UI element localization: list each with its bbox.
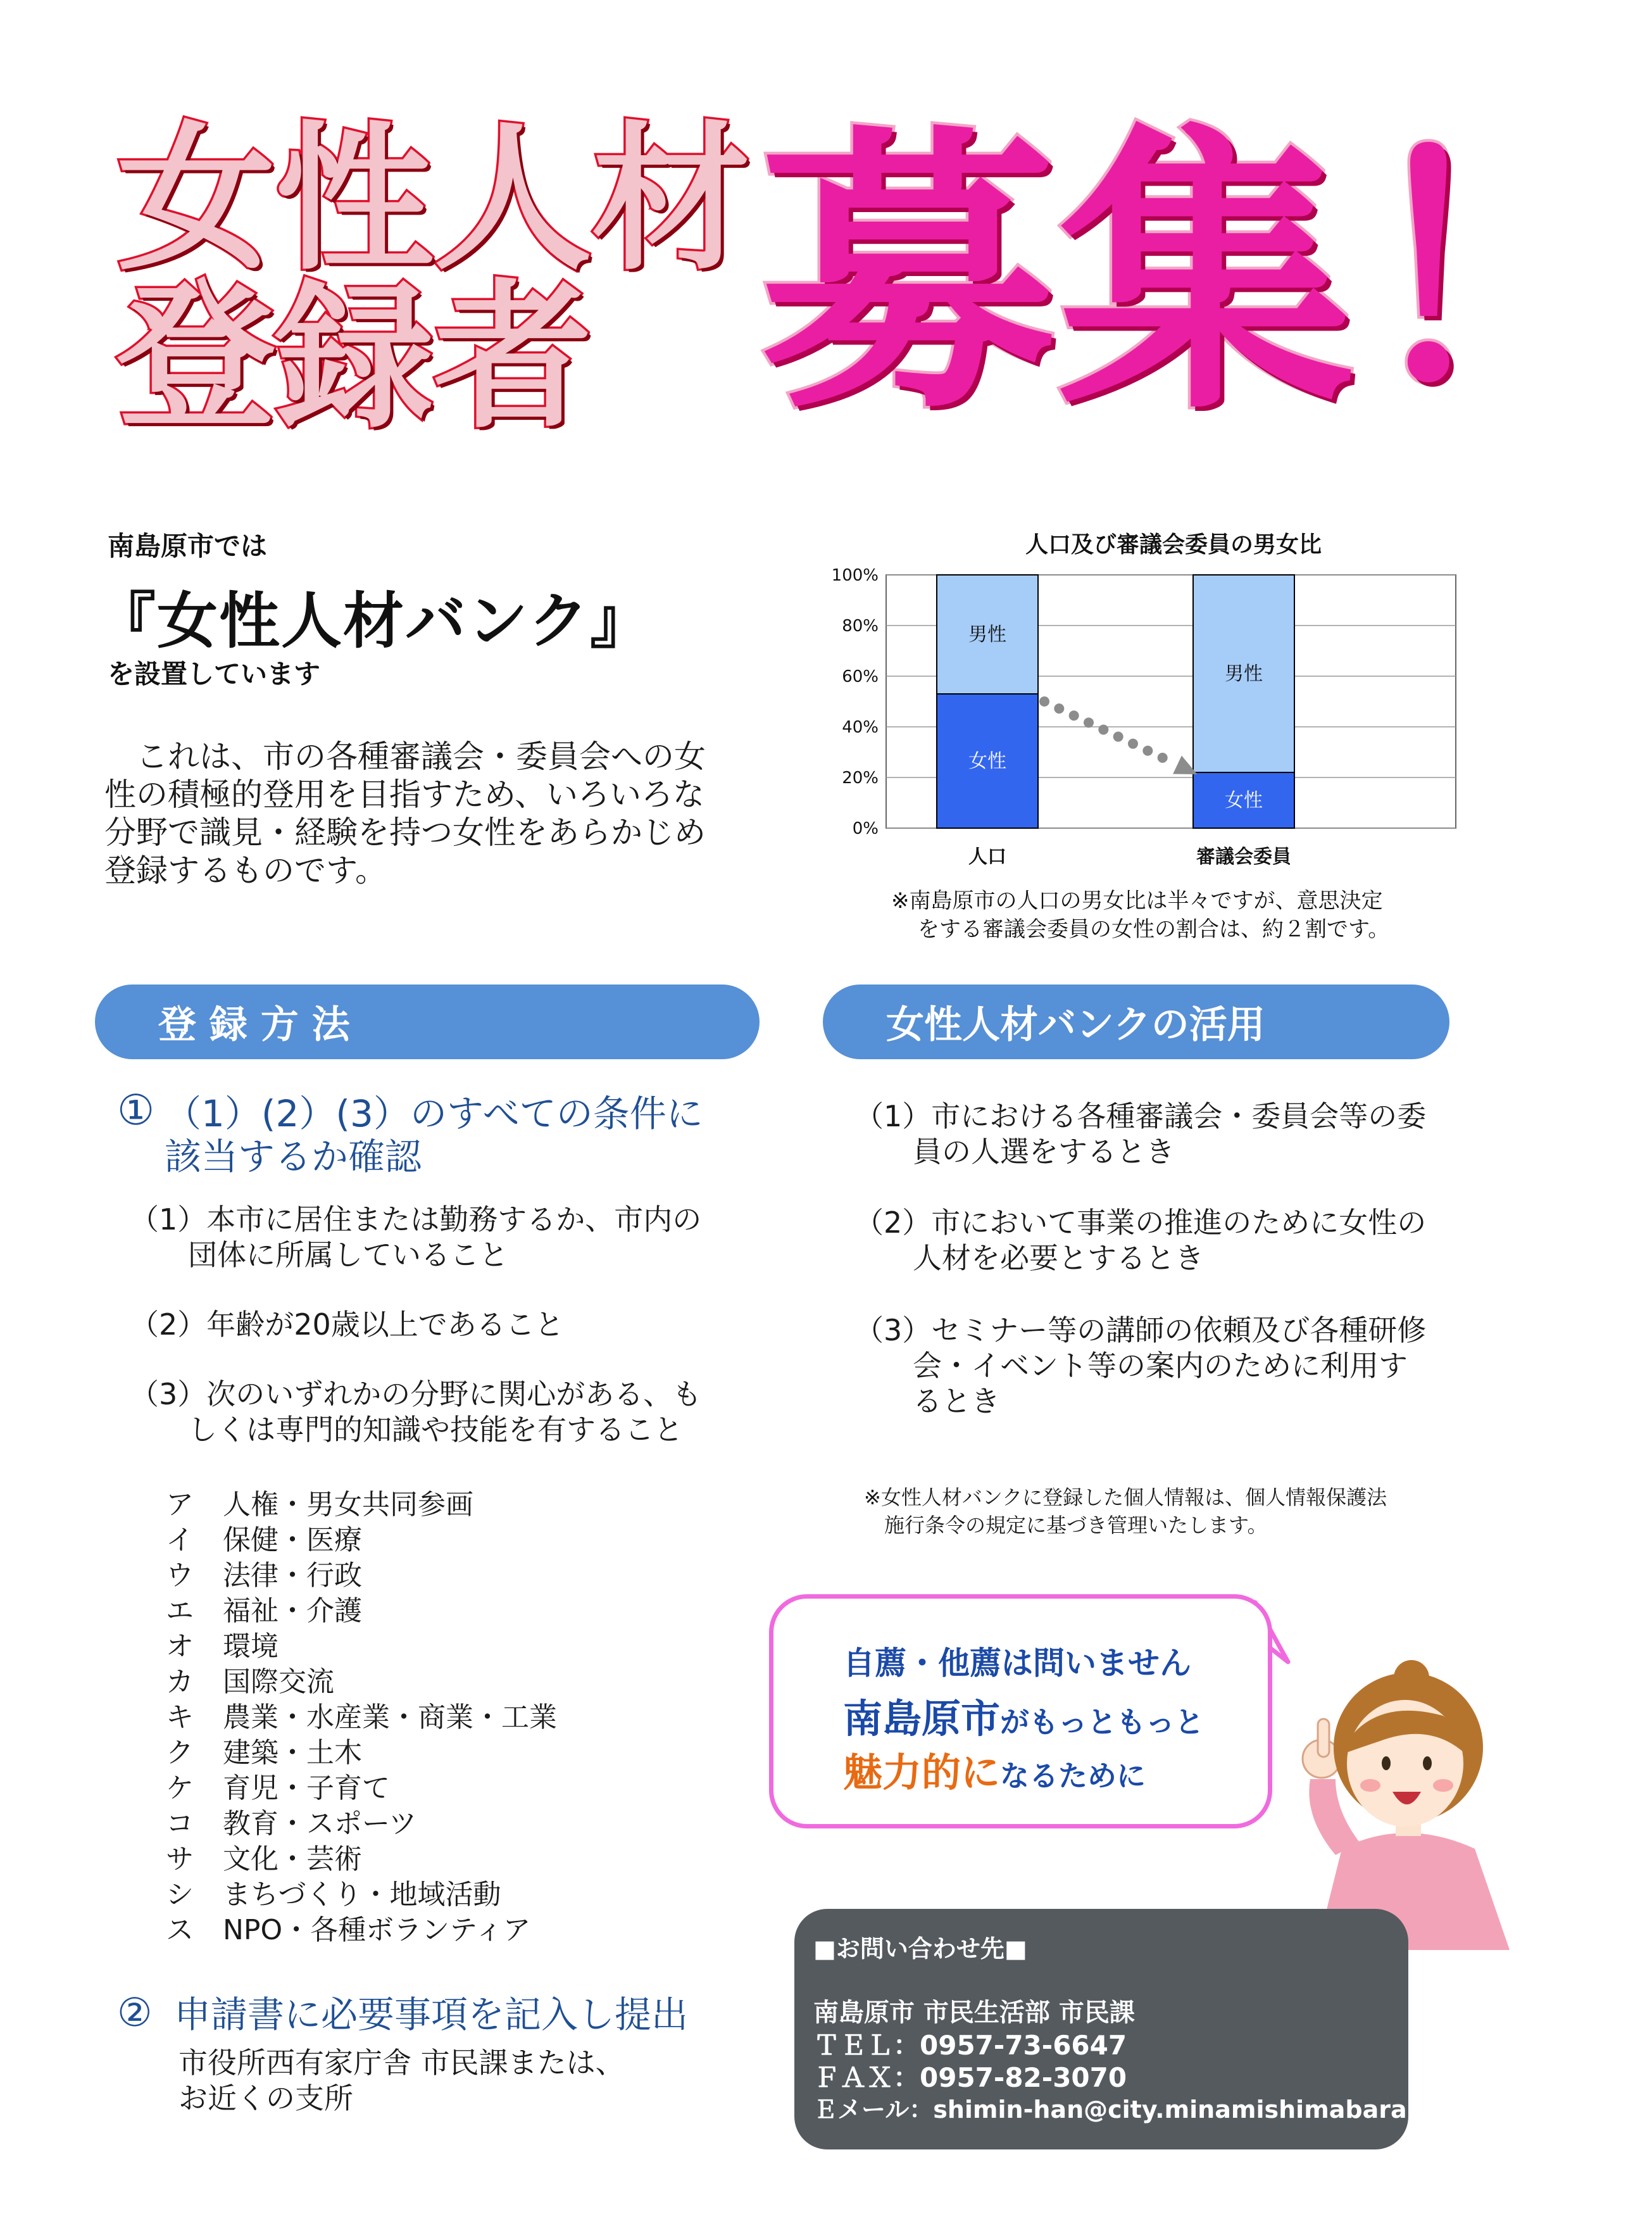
field-letter: ウ — [166, 1559, 194, 1592]
contact-email[interactable]: Ｅメール：shimin-han@city.minamishimabara.lg.jp — [813, 2096, 1476, 2123]
field-letter: エ — [166, 1595, 194, 1627]
condition-1: （1）本市に居住または勤務するか、市内の 団体に所属していること — [130, 1202, 702, 1272]
arrow-dot — [1158, 753, 1168, 763]
field-item: 保健・医療 — [223, 1524, 362, 1556]
field-item: 育児・子育て — [223, 1772, 390, 1804]
intro-description: これは、市の各種審議会・委員会への女性の積極的登用を目指すため、いろいろな分野で識見・経験を持つ女性をあらかじめ登録するものです。 — [104, 738, 706, 889]
arrow-dot — [1054, 703, 1064, 714]
chart-title: 人口及び審議会委員の男女比 — [1025, 532, 1322, 558]
field-letter: ア — [166, 1488, 194, 1521]
x-category-label: 審議会委員 — [1196, 846, 1291, 868]
field-item: 人権・男女共同参画 — [223, 1488, 473, 1521]
field-item: 国際交流 — [223, 1666, 334, 1698]
condition-3: （3）次のいずれかの分野に関心がある、も しくは専門的知識や技能を有すること — [130, 1377, 702, 1447]
y-tick-label: 100% — [831, 566, 879, 585]
x-category-label: 人口 — [968, 846, 1006, 868]
step1-title: （1）(2）(3）のすべての条件に 該当するか確認 — [165, 1092, 703, 1178]
contact-box — [794, 1909, 1476, 2149]
usage-header-label: 女性人材バンクの活用 — [886, 1003, 1265, 1047]
step2-title: 申請書に必要事項を記入し提出 — [174, 1993, 689, 2036]
y-tick-label: 20% — [842, 769, 879, 788]
field-item: NPO・各種ボランティア — [223, 1914, 531, 1946]
y-tick-label: 80% — [842, 617, 879, 636]
field-item: 建築・土木 — [223, 1737, 362, 1769]
field-letter: イ — [166, 1524, 194, 1556]
privacy-note: ※女性人材バンクに登録した個人情報は、個人情報保護法 施行条令の規定に基づき管理いたします。 — [864, 1485, 1387, 1537]
speech-bubble — [769, 1594, 1272, 1828]
field-letter: ス — [166, 1914, 194, 1946]
bubble-attractive: 魅力的に — [843, 1749, 1001, 1796]
field-letter: オ — [166, 1630, 194, 1663]
contact-fax: ＦＡＸ：0957-82-3070 — [813, 2062, 1127, 2093]
segment-label: 女性 — [968, 750, 1006, 772]
contact-tel[interactable]: ＴＥＬ：0957-73-6647 — [813, 2030, 1127, 2061]
step2-number: ② — [117, 1989, 153, 2035]
segment-label: 男性 — [1225, 663, 1263, 685]
field-letter: キ — [166, 1701, 194, 1733]
chart-note-line2: をする審議会委員の女性の割合は、約２割です。 — [918, 917, 1390, 942]
step1-number: ① — [117, 1086, 155, 1135]
usage-header — [823, 985, 1449, 1059]
registration-header-label: 登 録 方 法 — [158, 1003, 350, 1047]
intro-bank-name: 『女性人材バンク』 — [95, 586, 653, 657]
condition-2: （2）年齢が20歳以上であること — [130, 1307, 564, 1342]
registration-header — [95, 985, 760, 1059]
y-tick-label: 0% — [852, 819, 879, 838]
field-item: 法律・行政 — [223, 1559, 362, 1592]
chart-note-line1: ※南島原市の人口の男女比は半々ですが、意思決定 — [891, 888, 1383, 914]
bubble-line1: 自薦・他薦は問いません — [843, 1645, 1191, 1682]
y-tick-label: 60% — [842, 667, 879, 686]
field-letter: ケ — [166, 1772, 194, 1804]
field-item: まちづくり・地域活動 — [223, 1878, 501, 1911]
woman-illustration — [1285, 1659, 1525, 1950]
arrow-dot — [1084, 717, 1094, 727]
headline-line1: 女性人材 — [117, 107, 750, 291]
bubble-to-become: なるために — [1000, 1759, 1146, 1793]
field-letter: シ — [166, 1878, 194, 1911]
field-item: 農業・水産業・商業・工業 — [223, 1701, 557, 1733]
intro-city-prefix: 南島原市では — [108, 531, 268, 562]
arrow-dot — [1128, 739, 1138, 749]
field-item: 教育・スポーツ — [223, 1808, 417, 1840]
bubble-city: 南島原市 — [843, 1696, 1001, 1742]
segment-label: 女性 — [1225, 790, 1263, 812]
bubble-line2 — [843, 1687, 1204, 1744]
arrow-dot — [1069, 710, 1079, 720]
headline-recruit: 募集！ — [760, 102, 1652, 448]
usage-item-1: （1）市における各種審議会・委員会等の委 員の人選をするとき — [854, 1099, 1427, 1169]
y-tick-label: 40% — [842, 718, 879, 737]
field-item: 文化・芸術 — [223, 1843, 362, 1875]
field-item: 環境 — [223, 1630, 278, 1663]
bubble-more: がもっともっと — [1000, 1705, 1205, 1739]
usage-item-2: （2）市において事業の推進のために女性の 人材を必要とするとき — [854, 1205, 1427, 1275]
field-item: 福祉・介護 — [223, 1595, 362, 1627]
field-letter: カ — [166, 1666, 194, 1698]
arrow-dot — [1113, 732, 1123, 742]
arrow-dot — [1098, 724, 1108, 734]
intro-suffix: を設置しています — [108, 658, 321, 689]
contact-heading: ■お問い合わせ先■ — [813, 1935, 1027, 1963]
step2-detail: 市役所西有家庁舎 市民課または、 お近くの支所 — [178, 2046, 625, 2115]
segment-label: 男性 — [968, 624, 1006, 646]
contact-department: 南島原市 市民生活部 市民課 — [813, 1998, 1135, 2027]
field-letter: コ — [166, 1808, 194, 1840]
headline-line2: 登録者 — [117, 265, 592, 450]
bubble-line3 — [843, 1741, 1146, 1797]
field-letter: サ — [166, 1843, 194, 1875]
arrow-dot — [1142, 746, 1153, 756]
field-letter: ク — [166, 1737, 194, 1769]
usage-item-3: （3）セミナー等の講師の依頼及び各種研修 会・イベント等の案内のために利用す るとき — [854, 1313, 1427, 1418]
gender-ratio-chart — [831, 557, 1462, 912]
arrow-dot — [1039, 696, 1049, 707]
